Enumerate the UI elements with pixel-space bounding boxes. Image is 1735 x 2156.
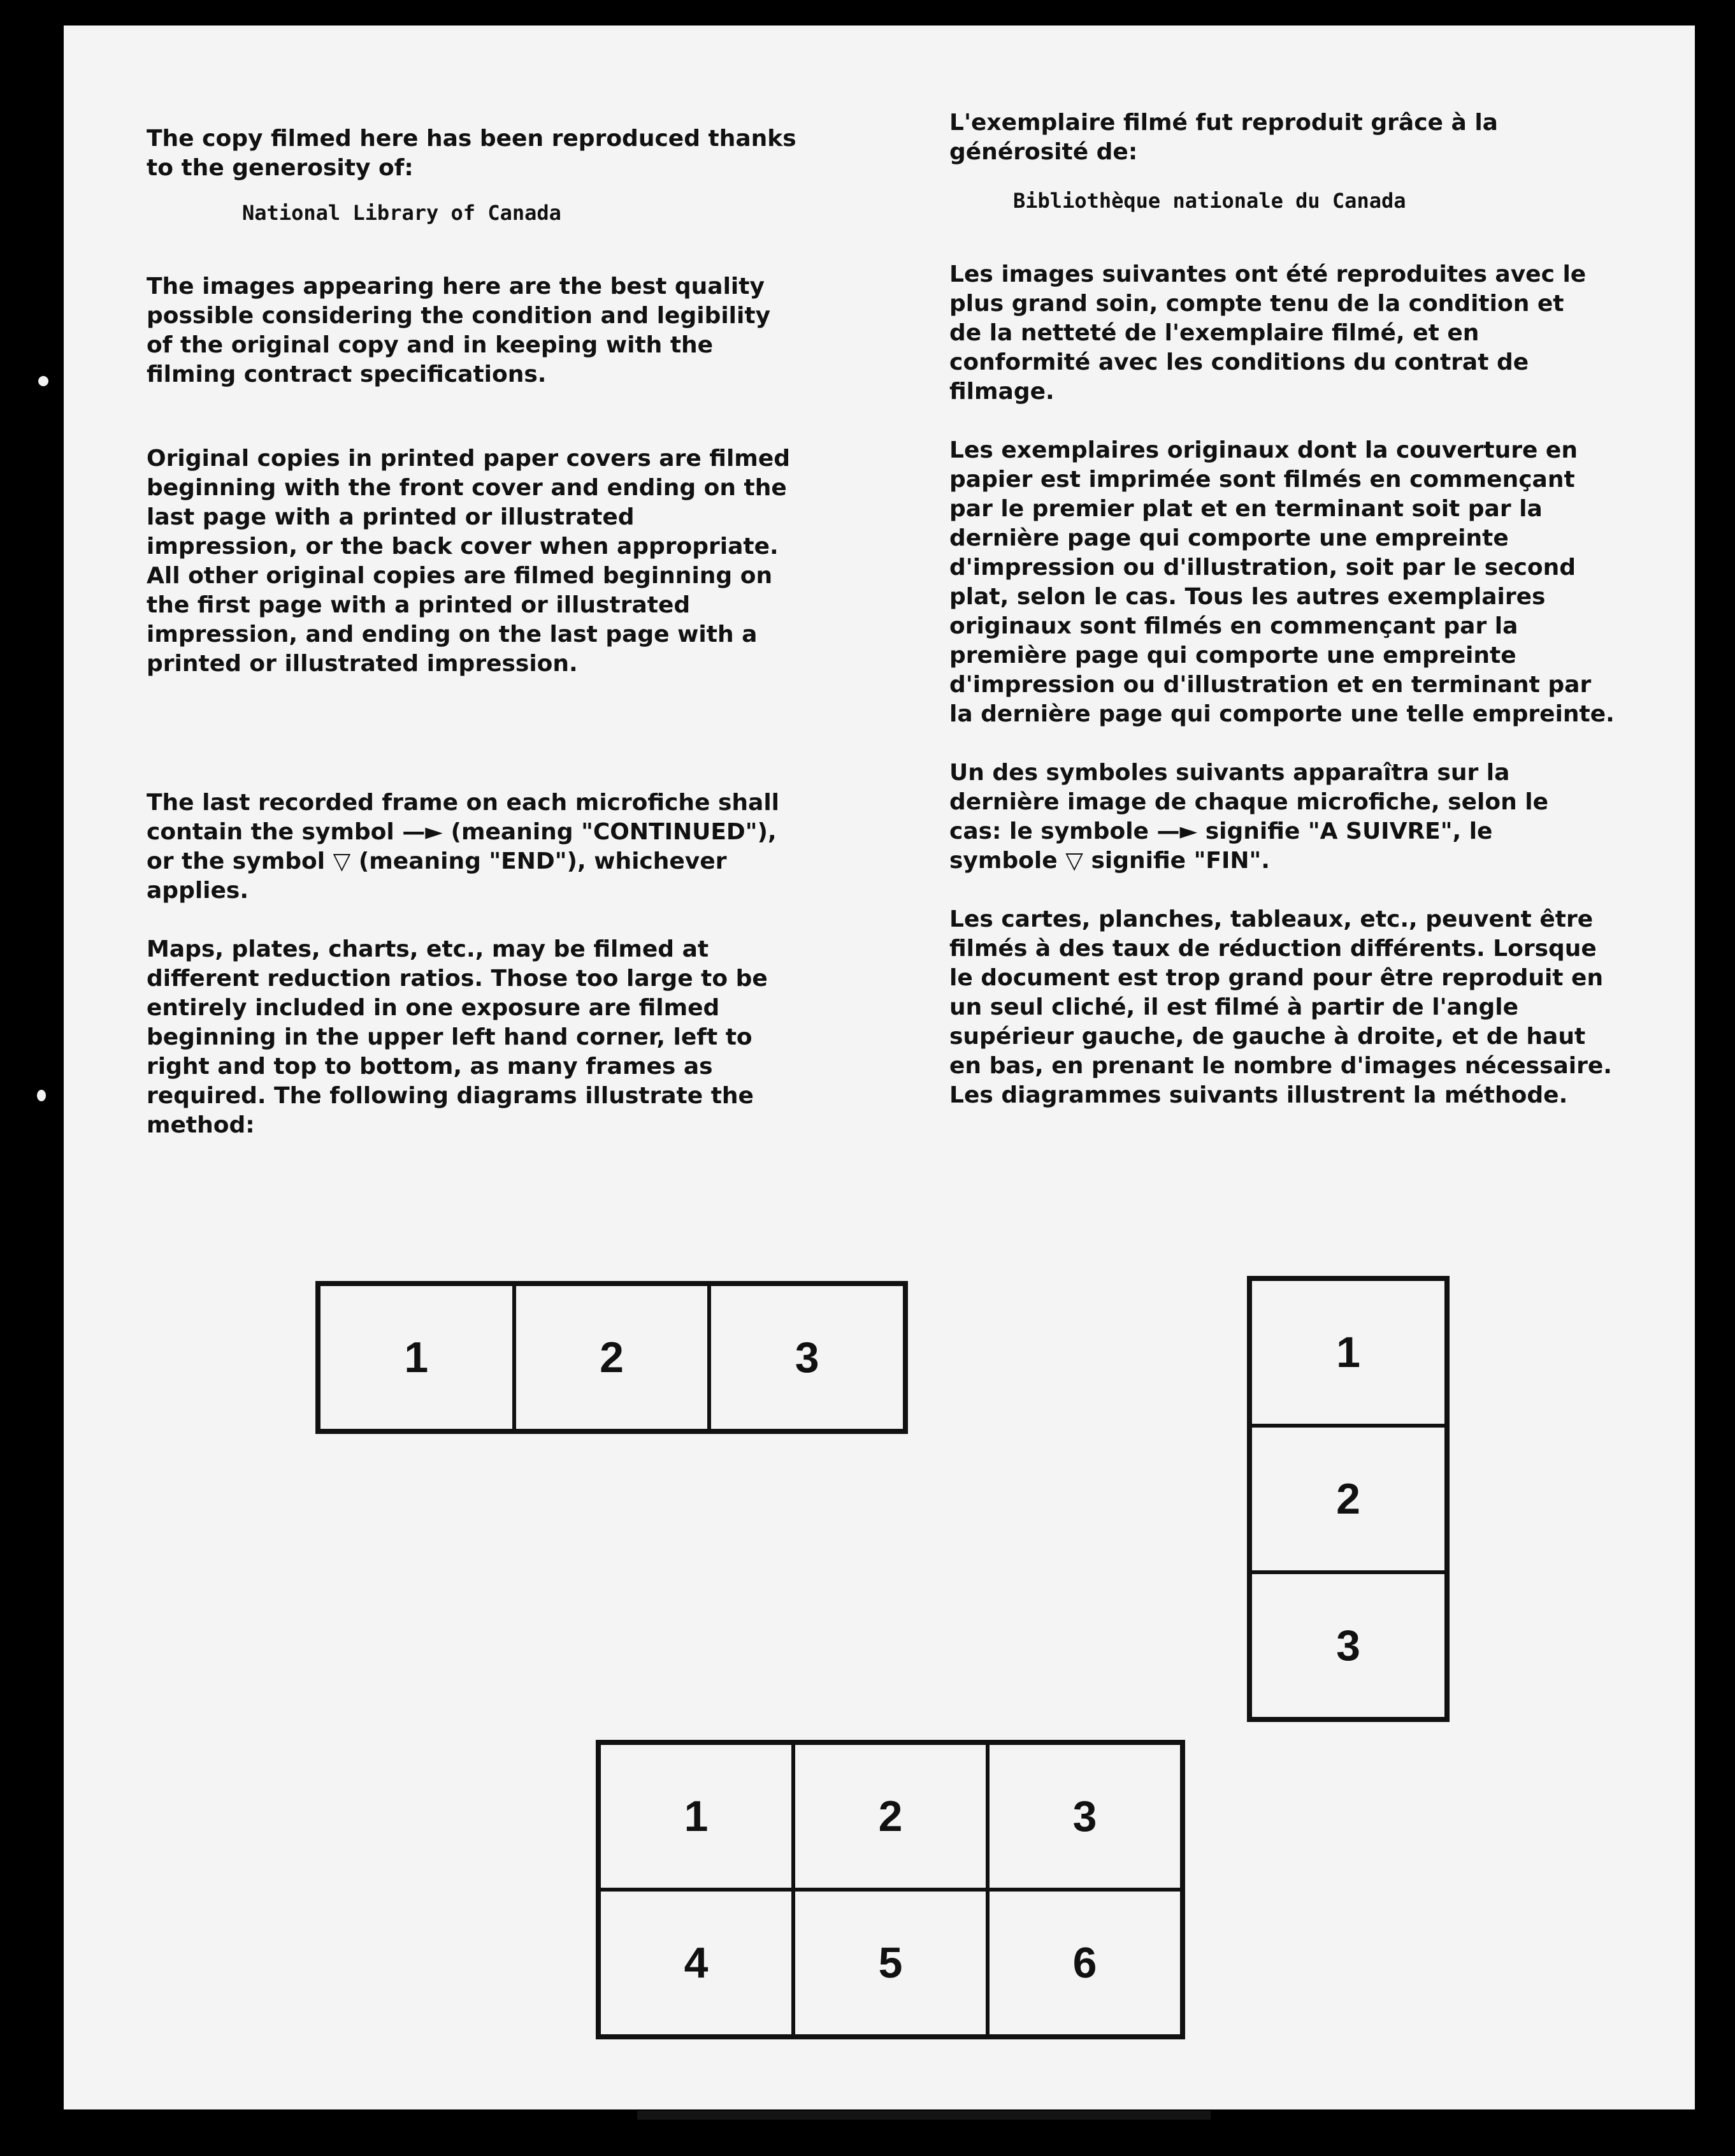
french-symbols-text-2: signifie "A SUIVRE", le symbole [949,818,1493,874]
english-column [147,124,886,1140]
french-quality-paragraph: Les images suivantes ont été reproduites avec le plus grand soin, compte tenu de la condition et de la netteté de l'exemplaire filmé, et en conformité avec les conditions du contrat de filmage. [949,261,1587,405]
frame-cell: 5 [793,1890,988,2036]
arrow-symbol-icon: —► [1156,818,1198,844]
english-symbols-paragraph [147,788,790,906]
french-originals-paragraph: Les exemplaires originaux dont la couverture en papier est imprimée sont filmés en commençant par le premier plat et en terminant soit par la dernière page qui comporte une empreinte d'impression ou d'illustration, soit par le second plat, selon le cas. Tous les autres exemplaires originaux sont filmés en commençant par la première page qui comporte une empreinte d'impression ou d'illustration et en terminant par la dernière page qui comporte une telle empreinte. [949,437,1615,727]
frame-cell: 3 [988,1743,1182,1890]
frame-cell: 4 [599,1890,793,2036]
scan-artifact-bar [637,2111,1211,2120]
frame-cell: 3 [709,1284,905,1431]
english-symbols-text-3: (meaning "END"), whichever applies. [147,848,727,904]
grid-frame-diagram [596,1740,1185,2039]
arrow-symbol-icon: —► [402,819,443,845]
horizontal-frame-diagram [315,1281,908,1434]
frame-cell: 2 [1250,1426,1446,1572]
frame-cell: 2 [514,1284,710,1431]
french-maps-paragraph: Les cartes, planches, tableaux, etc., peuvent être filmés à des taux de réduction différents. Lorsque le document est trop grand pour être reproduit en un seul cliché, il est filmé à partir de l'angle supérieur gauche, de gauche à droite, et de haut en bas, en prenant le nombre d'images nécessaire. Les diagrammes suivants illustrent la méthode. [949,906,1612,1108]
english-institution: National Library of Canada [242,201,561,225]
scan-speck [38,376,48,386]
french-column [949,108,1682,1110]
end-triangle-icon: ▽ [1065,848,1083,874]
end-triangle-icon: ▽ [333,848,351,874]
scan-speck [37,1090,46,1101]
english-intro: The copy filmed here has been reproduced thanks to the generosity of: [147,126,796,181]
french-institution: Bibliothèque nationale du Canada [1013,189,1406,213]
vertical-frame-diagram [1247,1276,1450,1722]
english-symbols-text-2: (meaning "CONTINUED"), or the symbol [147,819,777,874]
frame-cell: 2 [793,1743,988,1890]
french-symbols-text-3: signifie "FIN". [1091,848,1270,874]
frame-cell: 3 [1250,1572,1446,1719]
english-maps-paragraph: Maps, plates, charts, etc., may be filmed at different reduction ratios. Those too large to be entirely included in one exposure are filmed beginning in the upper left hand corner, left to right and top to bottom, as many frames as required. The following diagrams illustrate the method: [147,936,768,1138]
french-symbols-text-1: Un des symboles suivants apparaîtra sur la dernière image de chaque microfiche, selon le cas: le symbole [949,760,1549,844]
frame-cell: 1 [1250,1279,1446,1426]
english-symbols-text-1: The last recorded frame on each microfiche shall contain the symbol [147,790,780,845]
french-intro: L'exemplaire filmé fut reproduit grâce à la générosité de: [949,110,1498,165]
document-page [64,25,1695,2109]
french-symbols-paragraph [949,758,1593,876]
english-originals-paragraph: Original copies in printed paper covers are filmed beginning with the front cover and ending on the last page with a printed or illustrated impression, or the back cover when appropriate. All other original copies are filmed beginning on the first page with a printed or illustrated impression, and ending on the last page with a printed or illustrated impression. [147,445,791,677]
frame-cell: 1 [599,1743,793,1890]
frame-cell: 6 [988,1890,1182,2036]
english-quality-paragraph: The images appearing here are the best quality possible considering the condition and legibility of the original copy and in keeping with the filming contract specifications. [147,273,771,387]
frame-cell: 1 [319,1284,514,1431]
